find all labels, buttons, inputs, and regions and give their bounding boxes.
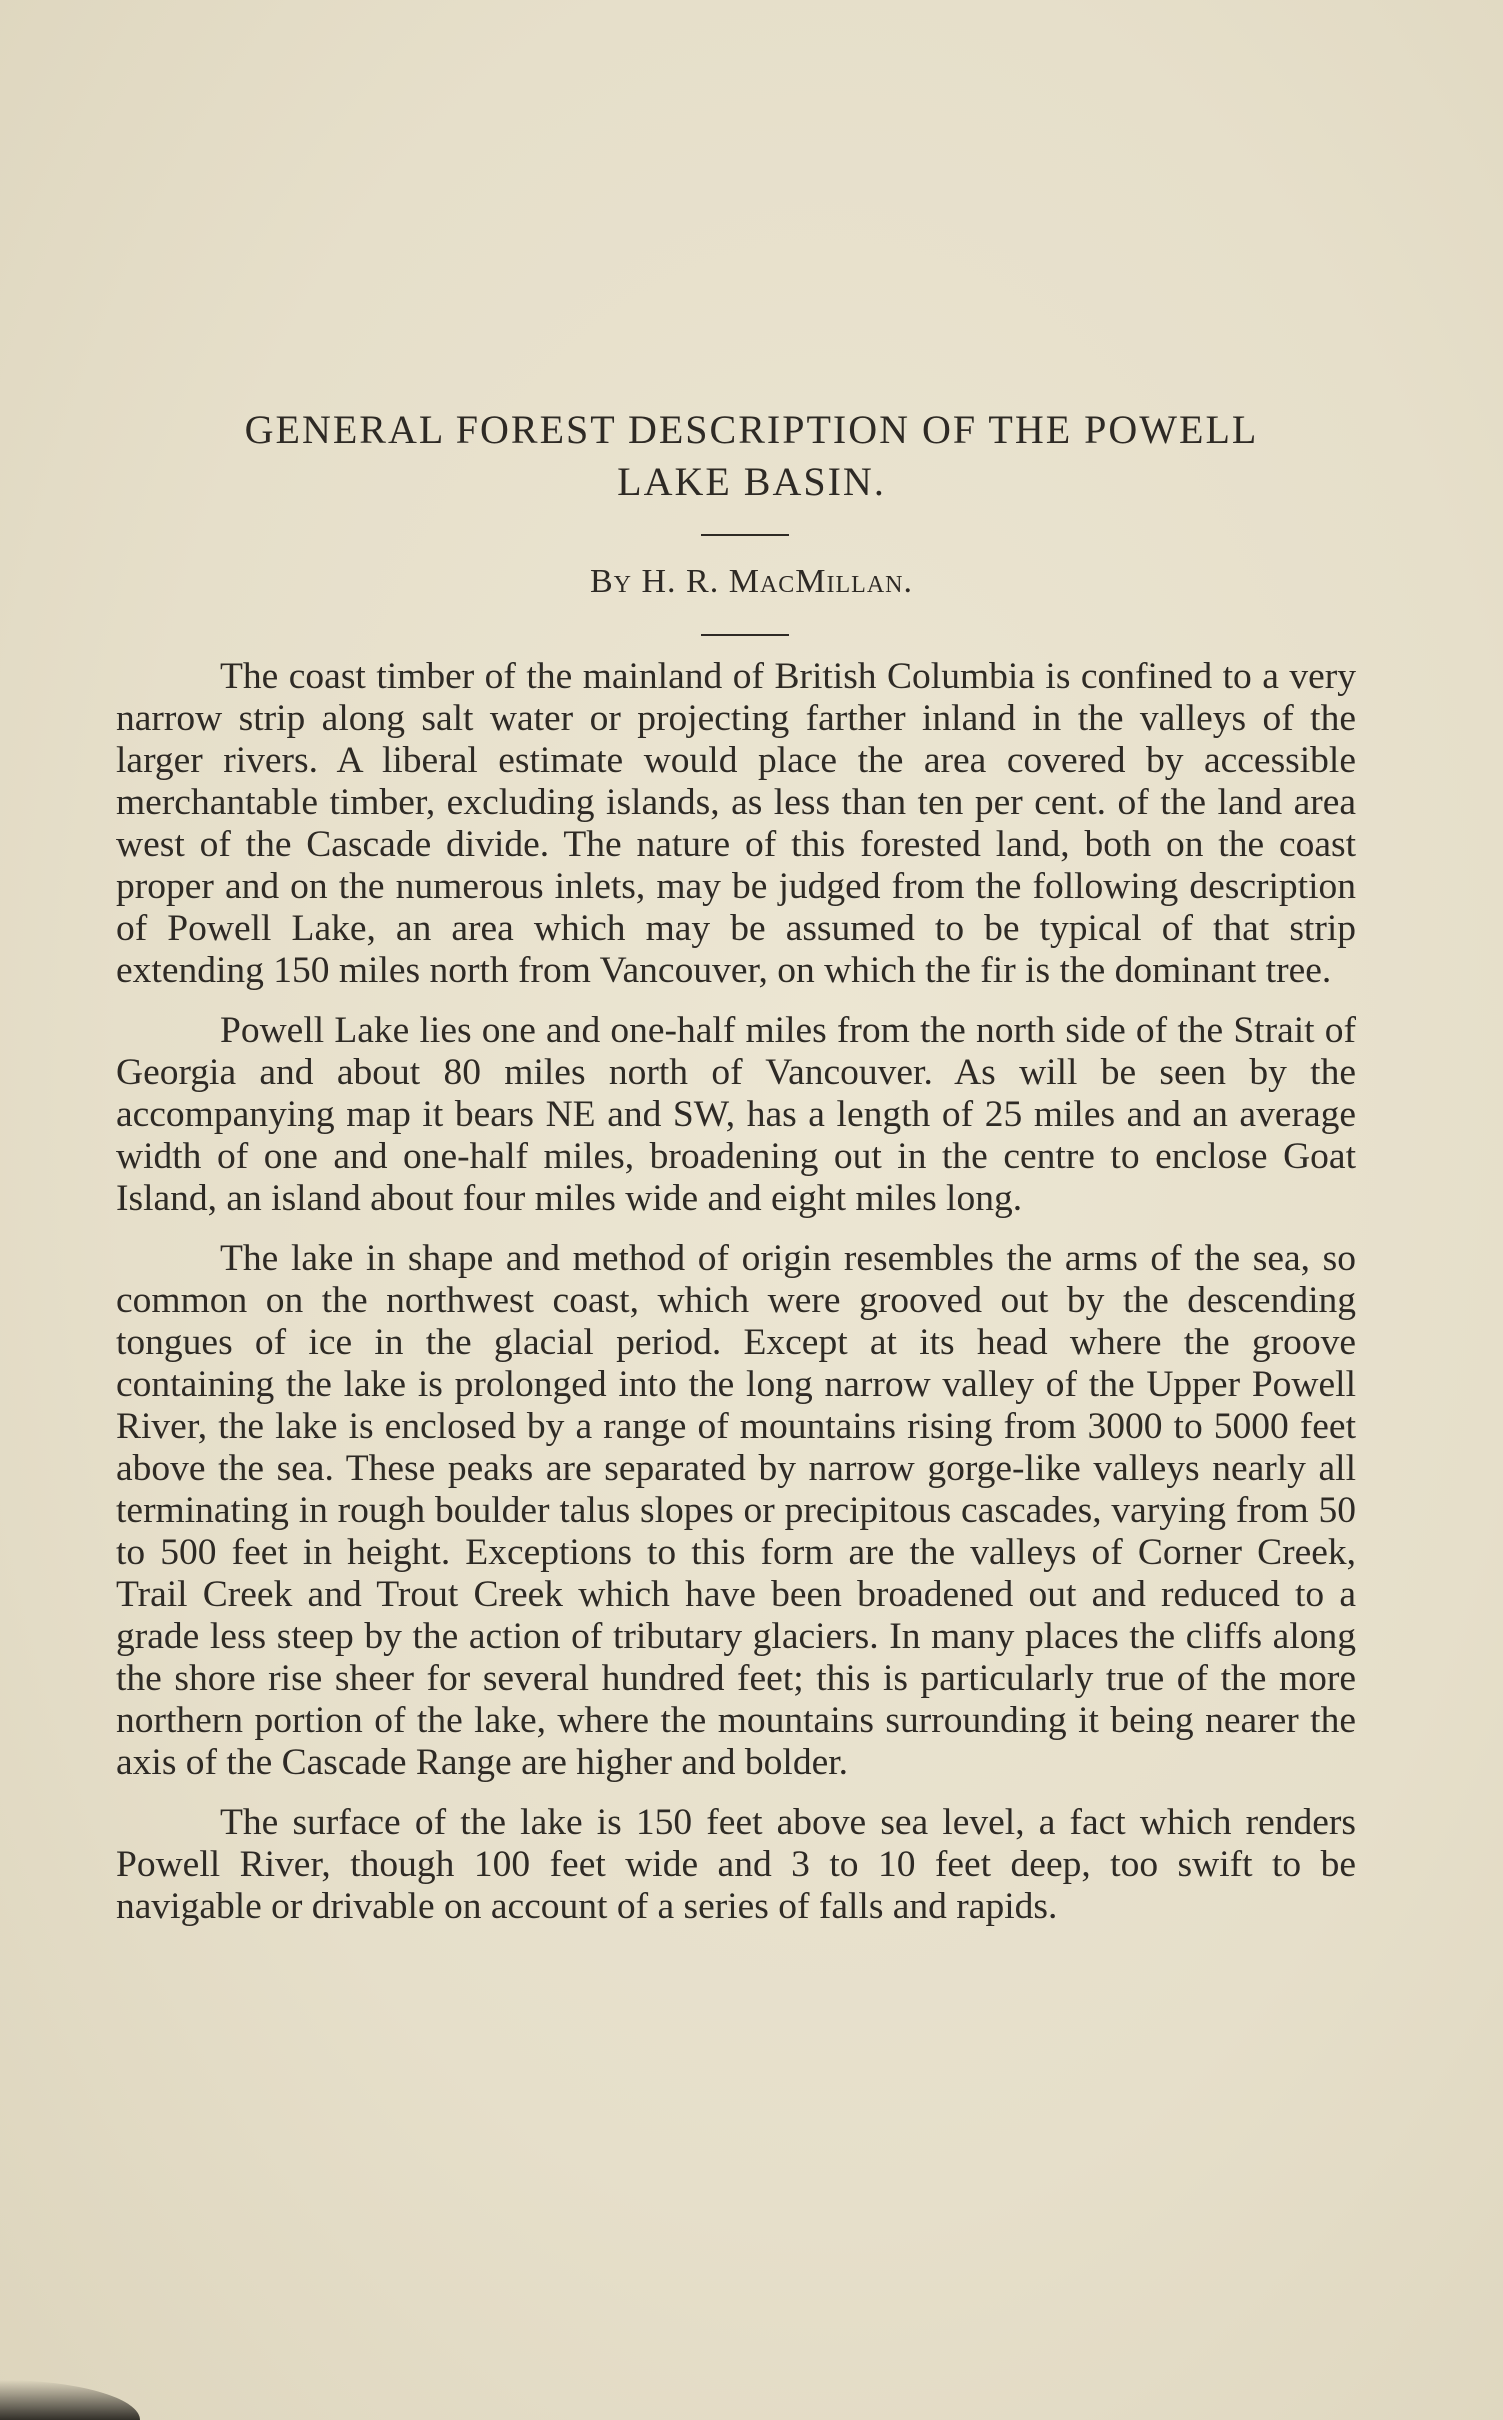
- page-corner-shadow: [0, 2380, 140, 2420]
- paragraph-4: The surface of the lake is 150 feet above sea level, a fact which renders Powell River, though 100 feet wide and 3 to 10 feet deep, too swift to be navigable or drivable on account of a series of falls and rapids.: [116, 1802, 1356, 1927]
- paragraph-3: The lake in shape and method of origin resembles the arms of the sea, so common on the northwest coast, which were grooved out by the descending tongues of ice in the glacial period. Except at its head where the groove containing the lake is prolonged into the long narrow valley of the Upper Powell River, the lake is enclosed by a range of mountains rising from 3000 to 5000 feet above the sea. These peaks are separated by narrow gorge-like valleys nearly all terminating in rough boulder talus slopes or precipitous cascades, varying from 50 to 500 feet in height. Exceptions to this form are the valleys of Corner Creek, Trail Creek and Trout Creek which have been broadened out and reduced to a grade less steep by the action of tributary glaciers. In many places the cliffs along the shore rise sheer for several hundred feet; this is particularly true of the more northern portion of the lake, where the mountains surrounding it being nearer the axis of the Cascade Range are higher and bolder.: [116, 1238, 1356, 1783]
- title-divider: [701, 534, 789, 536]
- article-title: [160, 404, 1343, 508]
- byline-divider: [701, 634, 789, 636]
- paragraph-2: Powell Lake lies one and one-half miles from the north side of the Strait of Georgia and about 80 miles north of Vancouver. As will be seen by the accompanying map it bears NE and SW, has a length of 25 miles and an average width of one and one-half miles, broadening out in the centre to enclose Goat Island, an island about four miles wide and eight miles long.: [116, 1010, 1356, 1219]
- article-title-line-2: LAKE BASIN.: [617, 459, 886, 504]
- byline: [160, 563, 1343, 601]
- article-title-line-1: GENERAL FOREST DESCRIPTION OF THE POWELL: [244, 407, 1259, 452]
- paragraph-1: The coast timber of the mainland of British Columbia is confined to a very narrow strip along salt water or projecting farther inland in the valleys of the larger rivers. A liberal estimate would place the area covered by accessible merchantable timber, excluding islands, as less than ten per cent. of the land area west of the Cascade divide. The nature of this forested land, both on the coast proper and on the numerous inlets, may be judged from the following description of Powell Lake, an area which may be assumed to be typical of that strip extending 150 miles north from Vancouver, on which the fir is the dominant tree.: [116, 656, 1356, 991]
- byline-author: H. R. MacMillan.: [641, 563, 914, 600]
- article-body: [116, 656, 1356, 1946]
- byline-prefix: By: [589, 563, 632, 600]
